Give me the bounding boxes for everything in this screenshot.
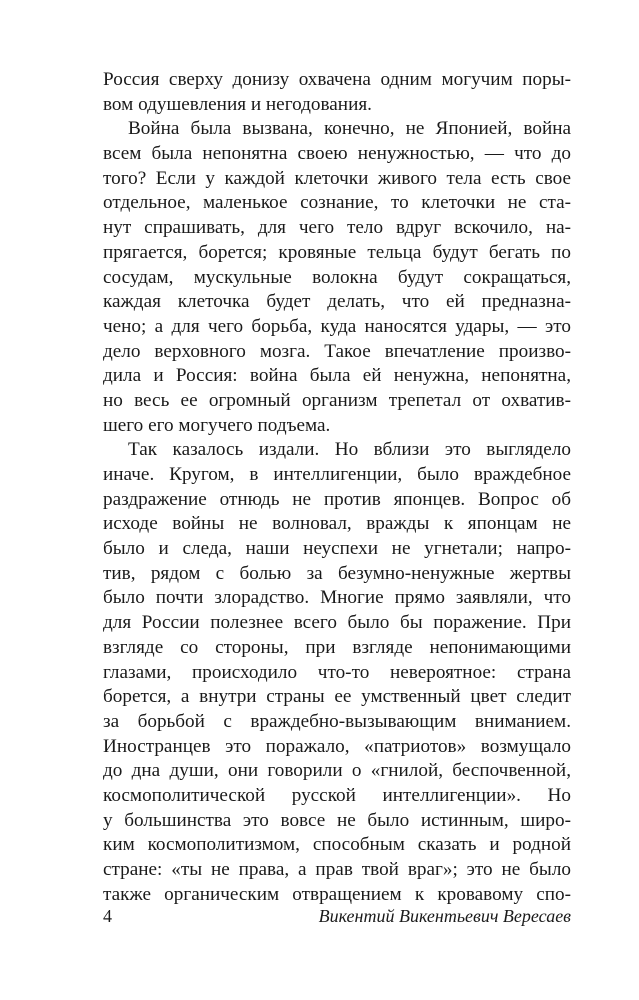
text-line: также органическим отвращением к кровавому спо-	[103, 883, 571, 905]
text-line: всем была непонятна своею ненужностью, — что до	[103, 143, 571, 165]
text-line: ким космополитизмом, способным сказать и родной	[103, 834, 571, 856]
text-line: отдельное, маленькое сознание, то клеточки не ста-	[103, 192, 571, 214]
text-line: раздражение отнюдь не против японцев. Вопрос об	[103, 488, 571, 510]
text-line: Россия сверху донизу охвачена одним могучим поры-	[103, 69, 571, 90]
text-line: дила и Россия: война была ей ненужна, непонятна,	[103, 365, 571, 387]
text-line: иначе. Кругом, в интеллигенции, было враждебное	[103, 464, 571, 485]
text-line: нут спрашивать, для чего тело вдруг вскочило, на-	[103, 217, 571, 239]
page-number: 4	[103, 906, 112, 926]
page-body	[103, 68, 571, 907]
text-line: Иностранцев это поражало, «патриотов» возмущало	[103, 735, 571, 757]
running-head-author: Викентий Викентьевич Вересаев	[318, 906, 571, 926]
paragraph-first-line: Так казалось издали. Но вблизи это выглядело	[128, 439, 571, 461]
text-line: глазами, происходило что-то невероятное: страна	[103, 661, 571, 683]
text-line: чено; а для чего борьба, куда наносятся удары, — это	[103, 315, 571, 337]
text-line: тив, рядом с болью за безумно-ненужные жертвы	[103, 562, 571, 584]
text-line: сосудам, мускульные волокна будут сокращаться,	[103, 266, 571, 288]
text-line: за борьбой с враждебно-вызывающим вниманием.	[103, 710, 571, 732]
text-line: прягается, борется; кровяные тельца будут бегать по	[103, 241, 571, 263]
text-line: вом одушевления и негодования.	[103, 93, 372, 115]
text-line: каждая клеточка будет делать, что ей предназна-	[103, 291, 571, 313]
text-line: у большинства это вовсе не было истинным, широ-	[103, 809, 571, 831]
text-line: шего его могучего подъема.	[103, 414, 331, 436]
text-line: но весь ее огромный организм трепетал от охватив-	[103, 389, 571, 411]
text-line: до дна души, они говорили о «гнилой, беспочвенной,	[103, 760, 571, 782]
text-line: космополитической русской интеллигенции». Но	[103, 784, 571, 806]
text-line: дело верховного мозга. Такое впечатление произво-	[103, 340, 571, 362]
text-line: было почти злорадство. Многие прямо заявляли, что	[103, 587, 571, 609]
text-line: было и следа, наши неуспехи не угнетали; напро-	[103, 538, 571, 560]
text-line: исходе войны не волновал, вражды к японцам не	[103, 513, 571, 535]
text-line: того? Если у каждой клеточки живого тела есть свое	[103, 167, 571, 189]
text-line: стране: «ты не права, а прав твой враг»; это не было	[103, 859, 571, 880]
paragraph-first-line: Война была вызвана, конечно, не Японией, война	[128, 118, 571, 140]
text-line: борется, а внутри страны ее умственный цвет следит	[103, 686, 571, 708]
page-footer	[103, 903, 571, 929]
text-line: взгляде со стороны, при взгляде непонимающими	[103, 636, 571, 658]
text-line: для России полезнее всего было бы поражение. При	[103, 612, 571, 634]
